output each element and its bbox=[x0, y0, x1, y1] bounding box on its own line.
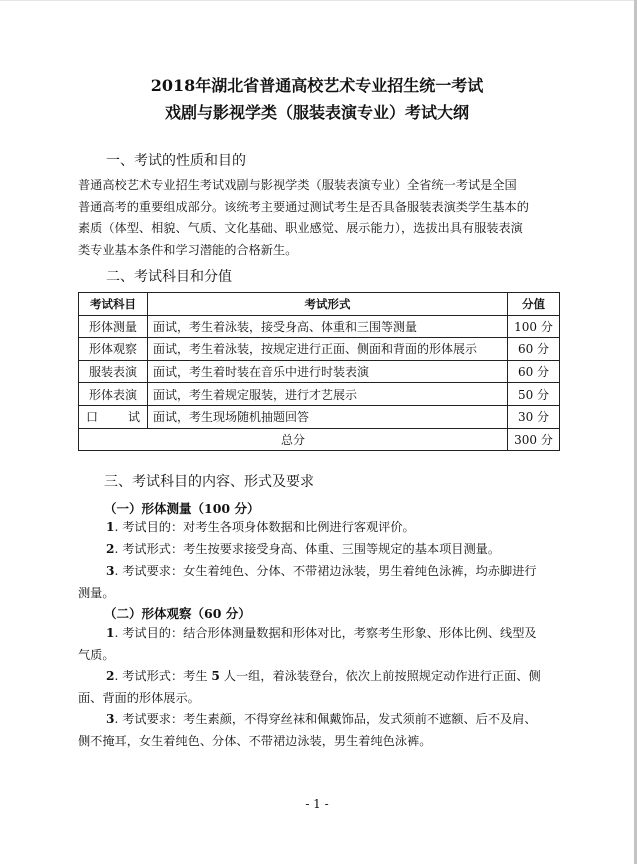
paragraph-line: 普通高校艺术专业招生考试戏剧与影视学类（服装表演专业）全省统一考试是全国 bbox=[78, 178, 517, 192]
list-item bbox=[78, 539, 562, 561]
cell-subject: 形体测量 bbox=[79, 315, 148, 338]
subsection-2-heading: （二）形体观察（60 分） bbox=[104, 606, 251, 621]
item-number: 1 bbox=[106, 626, 115, 640]
paragraph-line: 类专业基本条件和学习潜能的合格新生。 bbox=[78, 242, 298, 257]
table-row bbox=[79, 360, 560, 383]
subsection-1-heading: （一）形体测量（100 分） bbox=[104, 501, 260, 516]
cell-subject-part: 试 bbox=[127, 410, 140, 425]
list-item bbox=[78, 709, 562, 752]
document-title-line-2: 戏剧与影视学类（服装表演专业）考试大纲 bbox=[164, 103, 469, 122]
header-subject: 考试科目 bbox=[79, 293, 148, 316]
cell-form: 面试，考生现场随机抽题回答 bbox=[148, 405, 508, 428]
item-number: 1 bbox=[106, 520, 115, 534]
item-text: . 考试要求：女生着纯色、分体、不带裙边泳装，男生着纯色泳裤，均赤脚进行 bbox=[114, 564, 537, 578]
table-header-row bbox=[79, 293, 560, 316]
item-text: . 考试形式：考生按要求接受身高、体重、三围等规定的基本项目测量。 bbox=[114, 542, 501, 556]
item-text-continued: 侧不掩耳，女生着纯色、分体、不带裙边泳装，男生着纯色泳裤。 bbox=[78, 733, 432, 748]
cell-score: 60 分 bbox=[508, 360, 560, 383]
cell-subject: 服装表演 bbox=[79, 360, 148, 383]
cell-subject-part: 口 bbox=[86, 410, 99, 425]
cell-form: 面试，考生着泳装，按规定进行正面、侧面和背面的形体展示 bbox=[148, 338, 508, 361]
item-text: . 考试目的：结合形体测量数据和形体对比，考察考生形象、形体比例、线型及 bbox=[114, 626, 537, 640]
item-number: 3 bbox=[106, 712, 115, 726]
item-text-continued: 测量。 bbox=[78, 585, 115, 600]
cell-form: 面试，考生着泳装，接受身高、体重和三围等测量 bbox=[148, 315, 508, 338]
cell-subject bbox=[79, 405, 148, 428]
header-form: 考试形式 bbox=[148, 293, 508, 316]
cell-score: 100 分 bbox=[508, 315, 560, 338]
total-label: 总分 bbox=[79, 428, 508, 451]
document-title-line-1: 2018年湖北省普通高校艺术专业招生统一考试 bbox=[150, 76, 484, 95]
item-text-continued: 气质。 bbox=[78, 647, 115, 662]
item-number: 2 bbox=[106, 669, 115, 683]
cell-subject: 形体观察 bbox=[79, 338, 148, 361]
item-text-continued: 面、背面的形体展示。 bbox=[78, 690, 200, 705]
total-score: 300 分 bbox=[508, 428, 560, 451]
item-number: 2 bbox=[106, 542, 115, 556]
list-item bbox=[78, 517, 562, 539]
exam-subjects-table bbox=[78, 292, 560, 451]
table-row bbox=[79, 405, 560, 428]
list-item bbox=[78, 623, 562, 666]
item-text: 人一组，着泳装登台，依次上前按照规定动作进行正面、侧 bbox=[219, 669, 541, 683]
section-1-paragraph bbox=[78, 175, 562, 261]
table-row bbox=[79, 383, 560, 406]
table-row bbox=[79, 315, 560, 338]
item-text: . 考试形式：考生 bbox=[114, 669, 212, 683]
list-item bbox=[78, 666, 562, 709]
cell-form: 面试，考生着规定服装，进行才艺展示 bbox=[148, 383, 508, 406]
cell-score: 60 分 bbox=[508, 338, 560, 361]
cell-score: 50 分 bbox=[508, 383, 560, 406]
item-text: . 考试目的：对考生各项身体数据和比例进行客观评价。 bbox=[114, 520, 415, 534]
item-number: 3 bbox=[106, 564, 115, 578]
paragraph-line: 普通高考的重要组成部分。该统考主要通过测试考生是否具备服装表演类学生基本的 bbox=[78, 199, 529, 214]
table-row bbox=[79, 338, 560, 361]
cell-score: 30 分 bbox=[508, 405, 560, 428]
table-total-row bbox=[79, 428, 560, 451]
section-1-heading: 一、考试的性质和目的 bbox=[106, 153, 246, 169]
header-score: 分值 bbox=[508, 293, 560, 316]
section-2-heading: 二、考试科目和分值 bbox=[106, 269, 232, 285]
item-bold-number: 5 bbox=[211, 669, 220, 683]
cell-subject: 形体表演 bbox=[79, 383, 148, 406]
cell-form: 面试，考生着时装在音乐中进行时装表演 bbox=[148, 360, 508, 383]
item-text: . 考试要求：考生素颜，不得穿丝袜和佩戴饰品，发式须前不遮额、后不及肩、 bbox=[114, 712, 537, 726]
page-number: - 1 - bbox=[305, 797, 329, 811]
section-3-heading: 三、考试科目的内容、形式及要求 bbox=[104, 474, 314, 490]
paragraph-line: 素质（体型、相貌、气质、文化基础、职业感觉、展示能力），选拔出具有服装表演 bbox=[78, 221, 523, 235]
list-item bbox=[78, 561, 562, 604]
